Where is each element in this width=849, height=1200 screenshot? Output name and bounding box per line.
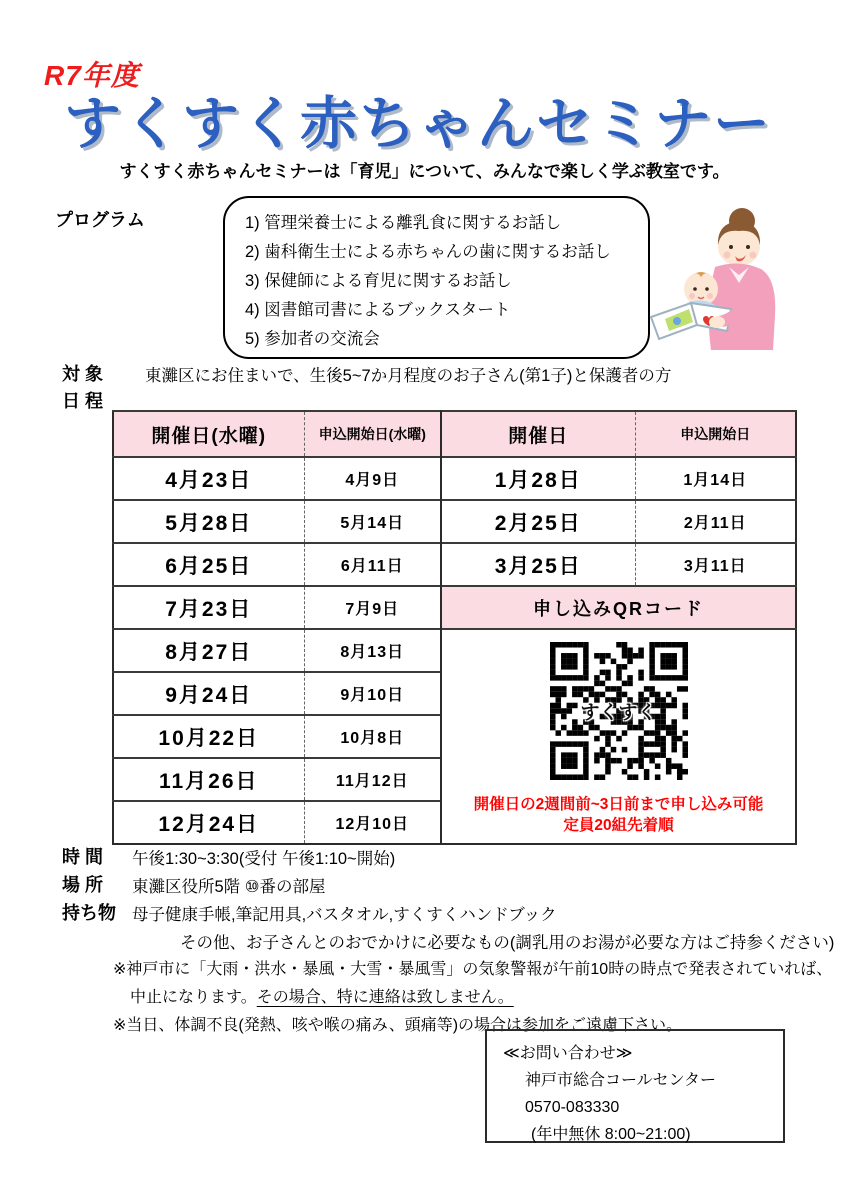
qr-note-line: 定員20組先着順: [563, 817, 674, 835]
program-box: [223, 196, 650, 359]
contact-name: 神戸市総合コールセンター: [525, 1072, 717, 1089]
schedule-table: [112, 410, 797, 845]
qr-section-header: 申し込みQRコード: [441, 586, 796, 629]
table-row: [113, 500, 796, 543]
contact-title: ≪お問い合わせ≫: [503, 1045, 633, 1062]
apply-date-cell: 10月8日: [304, 715, 441, 758]
apply-date-cell: 8月13日: [304, 629, 441, 672]
weather-note-underline: その場合、特に連絡は致しません。: [256, 989, 514, 1006]
event-date-cell: 11月26日: [113, 758, 304, 801]
event-date-cell: 2月25日: [441, 500, 635, 543]
header-apply-date-wed: 申込開始日(水曜): [304, 411, 441, 457]
apply-date-cell: 6月11日: [304, 543, 441, 586]
schedule-label: 日 程: [62, 391, 104, 411]
apply-date-cell: 4月9日: [304, 457, 441, 500]
table-header-row: [113, 411, 796, 457]
event-date-cell: 1月28日: [441, 457, 635, 500]
apply-date-cell: 3月11日: [635, 543, 796, 586]
contact-hours: (年中無休 8:00~21:00): [531, 1126, 691, 1143]
contact-box: [485, 1029, 785, 1143]
header-event-date: 開催日: [441, 411, 635, 457]
event-date-cell: 10月22日: [113, 715, 304, 758]
table-row: [113, 629, 796, 672]
health-note: ※当日、体調不良(発熱、咳や喉の痛み、頭痛等)の場合は参加をご遠慮下さい。: [113, 1017, 683, 1034]
event-date-cell: 7月23日: [113, 586, 304, 629]
page-subtitle: すくすく赤ちゃんセミナーは「育児」について、みんなで楽しく学ぶ教室です。: [119, 162, 730, 181]
table-row: [113, 586, 796, 629]
fiscal-year-label: R7年度: [44, 60, 140, 91]
apply-date-cell: 1月14日: [635, 457, 796, 500]
qr-note-line: 開催日の2週間前~3日前まで申し込み可能: [473, 796, 764, 814]
apply-date-cell: 7月9日: [304, 586, 441, 629]
items-label: 持ち物: [62, 903, 116, 923]
page-title: すくすく赤ちゃんセミナー: [64, 92, 772, 156]
event-date-cell: 6月25日: [113, 543, 304, 586]
event-date-cell: 12月24日: [113, 801, 304, 844]
qr-center-label: すくすく: [580, 702, 657, 724]
program-item: 1) 管理栄養士による離乳食に関するお話し: [245, 214, 562, 232]
place-label: 場 所: [62, 875, 104, 895]
target-text: 東灘区にお住まいで、生後5~7か月程度のお子さん(第1子)と保護者の方: [145, 367, 672, 385]
time-label: 時 間: [62, 847, 104, 867]
event-date-cell: 8月27日: [113, 629, 304, 672]
event-date-cell: 3月25日: [441, 543, 635, 586]
place-value: 東灘区役所5階 ⑩番の部屋: [132, 878, 326, 896]
program-item: 3) 保健師による育児に関するお話し: [245, 272, 512, 290]
apply-date-cell: 9月10日: [304, 672, 441, 715]
target-label: 対 象: [62, 364, 104, 384]
qr-cell: [441, 629, 796, 844]
qr-note: [442, 795, 795, 837]
weather-note-line1: ※神戸市に「大雨・洪水・暴風・大雪・暴風雪」の気象警報が午前10時の時点で発表されていれば、: [113, 961, 833, 978]
items-value: 母子健康手帳,筆記用具,バスタオル,すくすくハンドブック: [132, 906, 557, 924]
apply-date-cell: 12月10日: [304, 801, 441, 844]
weather-note-line2: [130, 984, 514, 1007]
program-item: 5) 参加者の交流会: [245, 330, 380, 348]
weather-note-plain: 中止になります。: [130, 989, 257, 1006]
mother-baby-illustration: [645, 205, 805, 355]
apply-date-cell: 2月11日: [635, 500, 796, 543]
qr-code: [550, 642, 688, 780]
header-apply-date: 申込開始日: [635, 411, 796, 457]
time-value: 午後1:30~3:30(受付 午後1:10~開始): [132, 850, 396, 868]
event-date-cell: 4月23日: [113, 457, 304, 500]
header-event-date-wed: 開催日(水曜): [113, 411, 304, 457]
contact-phone: 0570-083330: [525, 1099, 620, 1116]
program-item: 4) 図書館司書によるブックスタート: [245, 301, 511, 319]
program-label: プログラム: [55, 210, 145, 230]
table-row: [113, 457, 796, 500]
items-value-2: その他、お子さんとのおでかけに必要なもの(調乳用のお湯が必要な方はご持参ください): [180, 934, 835, 952]
event-date-cell: 9月24日: [113, 672, 304, 715]
program-item: 2) 歯科衛生士による赤ちゃんの歯に関するお話し: [245, 243, 611, 261]
apply-date-cell: 5月14日: [304, 500, 441, 543]
apply-date-cell: 11月12日: [304, 758, 441, 801]
table-row: [113, 543, 796, 586]
event-date-cell: 5月28日: [113, 500, 304, 543]
